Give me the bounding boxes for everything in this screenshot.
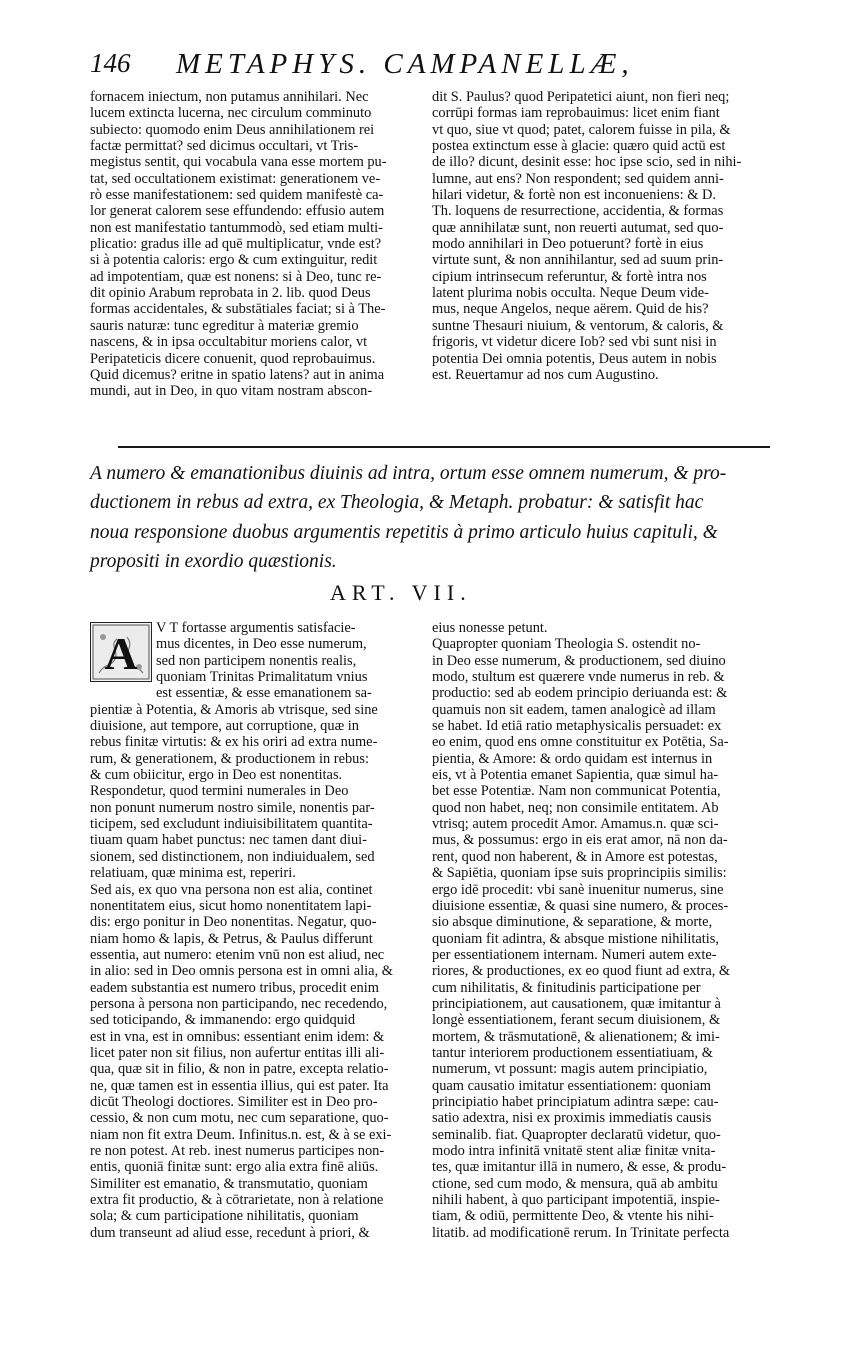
text-line: Similiter est emanatio, & transmutatio, quoniam — [90, 1175, 368, 1192]
text-line: cipium intrinsecum referuntur, & fortè intra nos — [432, 268, 707, 285]
text-line: megistus sentit, qui vocabula vana esse mortem pu- — [90, 154, 387, 171]
text-line: satio adextra, nisi ex proximis immediatis causis — [432, 1110, 712, 1127]
text-line: rò esse manifestationem: sed quidem manifestè ca- — [90, 187, 384, 204]
text-line: modo, stultum est quærere vnde numerus in reb. & — [432, 669, 725, 686]
text-line: sed non participem nonentis realis, — [156, 652, 357, 669]
text-line: lumne, aut ens? Non respondent; sed quidem anni- — [432, 170, 724, 187]
page-number: 146 — [90, 48, 131, 78]
text-line: latent plurima nobis occulta. Neque Deum vide- — [432, 285, 709, 302]
text-line: riores, & productiones, ex eo quod fiunt ad extra, & — [432, 963, 731, 980]
article-summary — [90, 459, 770, 576]
text-line: mundi, aut in Deo, in quo vitam nostram abscon- — [90, 383, 373, 400]
text-line: plicatio: gradus ille ad quē multiplicatur, vnde est? — [90, 236, 382, 253]
text-line: propositi in exordio quæstionis. — [90, 550, 337, 572]
text-line: formas accidentales, & substātiales faciat; si à The- — [90, 301, 386, 318]
text-line: est. Reuertamur ad nos cum Augustino. — [432, 366, 659, 383]
text-line: principiationem, aut causationem, quæ imitantur à — [432, 995, 721, 1012]
text-line: relatiuam, quæ minima est, reperiri. — [90, 865, 296, 882]
text-line: tes, quæ imitantur illā in numero, & esse, & produ- — [432, 1159, 727, 1176]
text-line: Peripateticis dicere conuenit, quod reprobauimus. — [90, 350, 376, 367]
text-line: potentia Dei omnia potentis, Deus autem in nobis — [432, 350, 717, 367]
text-line: in Deo esse numerum, & productionem, sed diuino — [432, 652, 726, 669]
text-line: quam causatio imitatur essentiationem: quoniam — [432, 1077, 711, 1094]
text-line: niam non fit extra Deum. Infinitus.n. est, & à se exi- — [90, 1126, 392, 1143]
text-line: per essentiationem internam. Numeri autem exte- — [432, 946, 717, 963]
text-line: V T fortasse argumentis satisfacie- — [156, 620, 356, 636]
text-line: vt quo, siue vt quod; patet, calorem fuisse in pila, & — [432, 121, 731, 138]
text-line: ticipem, sed excludunt indiuisibilitatem quantita- — [90, 816, 373, 833]
text-line: non est manifestatio tantummodò, sed etiam multi- — [90, 219, 383, 236]
text-line: principiatio habet principiatum adintra sæpe: cau- — [432, 1093, 719, 1110]
text-line: lucem extincta lucerna, nec circulum comminuto — [90, 105, 372, 122]
text-line: Quapropter quoniam Theologia S. ostendit no- — [432, 636, 701, 653]
text-line: quod non habet, neq; non consimile entitatem. Ab — [432, 799, 719, 816]
text-line: quoniam Trinitas Primalitatum vnius — [156, 669, 368, 686]
text-line: tantur interiorem productionem essentiatiuam, & — [432, 1044, 713, 1061]
text-line: ductionem in rebus ad extra, ex Theologia, & Metaph. probatur: & satisfit hac — [90, 492, 704, 514]
bottom-left-column — [90, 620, 420, 1241]
text-line: A numero & emanationibus diuinis ad intra, ortum esse omnem numerum, & pro- — [90, 463, 727, 484]
text-line: persona à persona non participando, nec recedendo, — [90, 995, 388, 1012]
text-line: nonentitatem eius, sicut homo nonentitatem lapi- — [90, 897, 372, 914]
text-line: ad impotentiam, quæ est nonens: si à Deo, tunc re- — [90, 268, 382, 285]
text-line: tat, sed occultationem existimat: generationem ve- — [90, 170, 381, 187]
text-line: modo intra infinitā vnitatē stent aliæ finitæ vnita- — [432, 1143, 716, 1159]
text-line: postea extinctum esse à glacie: quæro quid actū est — [432, 138, 726, 155]
text-line: sionem, sed distinctionem, non indiuidualem, sed — [90, 848, 375, 865]
text-line: corrūpi formas iam reprobauimus: licet enim fiant — [432, 105, 720, 122]
text-line: dicūt Theologi doctiores. Similiter est in Deo pro- — [90, 1093, 378, 1110]
text-line: qua, quæ sit in filio, & non in patre, excepta relatio- — [90, 1061, 389, 1078]
text-line: licet pater non sit filius, non aufertur entitas illi ali- — [90, 1044, 385, 1061]
text-line: virtute sunt, & non annihilantur, sed ad suum prin- — [432, 252, 724, 269]
text-line: entis, quoniā finitæ sunt: ergo alia extra finē aliūs. — [90, 1159, 379, 1176]
bottom-right-column — [432, 620, 766, 1241]
text-line: eo enim, quod ens omne constituitur ex Potētia, Sa- — [432, 734, 729, 751]
text-line: extra fit productio, & à cōtrarietate, non à relatione — [90, 1192, 384, 1209]
text-line: cum nihilitatis, & finitudinis participatione per — [432, 979, 701, 996]
text-line: dis: ergo ponitur in Deo nonentitas. Negatur, quo- — [90, 914, 377, 931]
dropcap-letter: A — [104, 628, 138, 679]
text-line: tiuam quam habet punctus: nec tamen dant diui- — [90, 832, 367, 849]
text-line: suntne Thesauri niuium, & ventorum, & caloris, & — [432, 317, 724, 334]
top-left-column — [90, 89, 420, 400]
text-line: Sed ais, ex quo vna persona non est alia, continet — [90, 881, 373, 898]
text-line: litatib. ad modificationē rerum. In Trinitate perfecta — [432, 1224, 730, 1241]
text-line: rebus finitæ virtutis: & ex his oriri ad extra nume- — [90, 734, 378, 751]
text-line: lor generat calorem sese effundendo: effusio autem — [90, 203, 385, 220]
text-line: nascens, & in ipsa occultabitur moriens calor, vt — [90, 334, 368, 351]
article-heading: ART. VII. — [330, 580, 472, 605]
text-line: & cum obiicitur, ergo in Deo est nonentitas. — [90, 767, 343, 784]
text-line: mus dicentes, in Deo esse numerum, — [156, 636, 367, 653]
text-line: si à potentia caloris: ergo & cum extinguitur, redit — [90, 252, 378, 269]
text-line: longè essentiationem, ferant secum diuisionem, & — [432, 1012, 721, 1029]
text-line: numerum, vt possunt: magis autem principiatio, — [432, 1061, 708, 1078]
text-line: est essentiæ, & esse emanationem sa- — [156, 685, 372, 702]
text-line: eius nonesse petunt. — [432, 620, 548, 636]
text-line: in alio: sed in Deo omnis persona est in omni alia, & — [90, 963, 393, 980]
text-line: Quid dicemus? eritne in spatio latens? aut in anima — [90, 366, 385, 383]
text-line: bet esse Potentiæ. Nam non communicat Potentia, — [432, 783, 721, 800]
text-line: subiecto: quomodo enim Deus annihilationem rei — [90, 121, 375, 138]
section-divider — [118, 446, 770, 448]
text-line: modo annihilari in Deo potuerunt? fortè in eius — [432, 236, 704, 253]
text-line: rum, & generationem, & productionem in rebus: — [90, 750, 369, 767]
text-line: nihili habent, à quo participant impotentiā, inspie- — [432, 1192, 720, 1209]
text-line: hilari videtur, & fortè non est inconueniens: & D. — [432, 187, 716, 204]
text-line: se habet. Id etiā ratio metaphysicalis persuadet: ex — [432, 718, 722, 735]
text-line: mortem, & trāsmutationē, & alienationem; & imi- — [432, 1028, 720, 1045]
text-line: productio: sed ab eodem principio deriuanda est: & — [432, 685, 728, 702]
text-line: eis, vt à Potentia emanet Sapientia, quæ simul ha- — [432, 767, 719, 784]
text-line: est in vna, est in omnibus: essentiant enim idem: & — [90, 1028, 385, 1045]
text-line: re non potest. At reb. inest numerus participes non- — [90, 1143, 385, 1159]
top-right-column — [432, 89, 766, 383]
text-line: fornacem iniectum, non putamus annihilari. Nec — [90, 89, 369, 105]
text-line: vtrisq; autem procedit Amor. Amamus.n. quæ sci- — [432, 816, 719, 833]
text-line: ne, quæ tamen est in essentia illius, qui est pater. Ita — [90, 1077, 389, 1094]
text-line: sio absque diminutione, & separatione, & morte, — [432, 914, 713, 931]
text-line: eadem substantia est numero tribus, procedit enim — [90, 979, 379, 996]
text-line: mus, & possumus: ergo in eis erat amor, nā non da- — [432, 832, 728, 849]
text-line: ctione, sed cum modo, & mensura, quā ab ambitu — [432, 1175, 718, 1192]
text-line: non ponunt numerum nostro simile, nonentis par- — [90, 799, 375, 816]
text-line: essentia, aut numero: etenim vnū non est aliud, nec — [90, 946, 385, 963]
text-line: cessio, & non cum motu, nec cum separatione, quo- — [90, 1110, 389, 1127]
text-line: pientia, & Amore: & ordo quidam est internus in — [432, 750, 713, 767]
text-line: Th. loquens de resurrectione, accidentia, & formas — [432, 203, 724, 220]
text-line: sola; & cum participatione nihilitatis, quoniam — [90, 1208, 359, 1225]
text-line: Respondetur, quod termini numerales in Deo — [90, 783, 349, 800]
text-line: sauris naturæ: tunc egreditur à materiæ gremio — [90, 317, 359, 334]
text-line: frigoris, vt videtur dicere Iob? sed vbi sunt nisi in — [432, 334, 717, 351]
text-line: diuisione, aut tempore, aut corruptione, quæ in — [90, 718, 359, 735]
text-line: de illo? dicunt, desinit esse: hoc ipse scio, sed in nihi- — [432, 154, 742, 171]
text-line: & Sapiētia, quoniam ipse suis proprincipiis similis: — [432, 865, 727, 882]
running-title: METAPHYS. CAMPANELLÆ, — [176, 48, 634, 80]
text-line: diuisione essentiæ, & quasi sine numero, & proces- — [432, 897, 729, 914]
text-line: niam homo & lapis, & Petrus, & Paulus differunt — [90, 930, 373, 947]
text-line: quamuis non sit eadem, tamen analogicè ad illam — [432, 701, 716, 718]
text-line: tiam, & odiū, permittente Deo, & vtente his nihi- — [432, 1208, 714, 1225]
page-header — [90, 48, 770, 88]
text-line: factæ permittat? sed dicimus occultari, vt Tris- — [90, 138, 359, 155]
text-line: pientiæ à Potentia, & Amoris ab vtrisque, sed sine — [90, 701, 378, 718]
text-line: sed toticipando, & immanendo: ergo quidquid — [90, 1012, 356, 1029]
text-line: dit S. Paulus? quod Peripatetici aiunt, non fieri neq; — [432, 89, 730, 105]
text-line: quoniam fit adintra, & absque mistione nihilitatis, — [432, 930, 719, 947]
text-line: dit opinio Arabum reprobata in 2. lib. quod Deus — [90, 285, 371, 302]
text-line: seminalib. fiat. Quapropter declaratū videtur, quo- — [432, 1126, 721, 1143]
text-line: ergo idē procedit: vbi sanè inuenitur numerus, sine — [432, 881, 724, 898]
text-line: noua responsione duobus argumentis repetitis à primo articulo huius capituli, & — [90, 521, 718, 543]
text-line: mus, neque Angelos, neque aërem. Quid de his? — [432, 301, 709, 318]
text-line: rent, quod non haberent, & in Amore est potestas, — [432, 848, 718, 865]
text-line: dum transeunt ad aliud esse, recedunt à priori, & — [90, 1224, 370, 1241]
text-line: quæ annihilatæ sunt, non reuerti autumat, sed quo- — [432, 219, 724, 236]
